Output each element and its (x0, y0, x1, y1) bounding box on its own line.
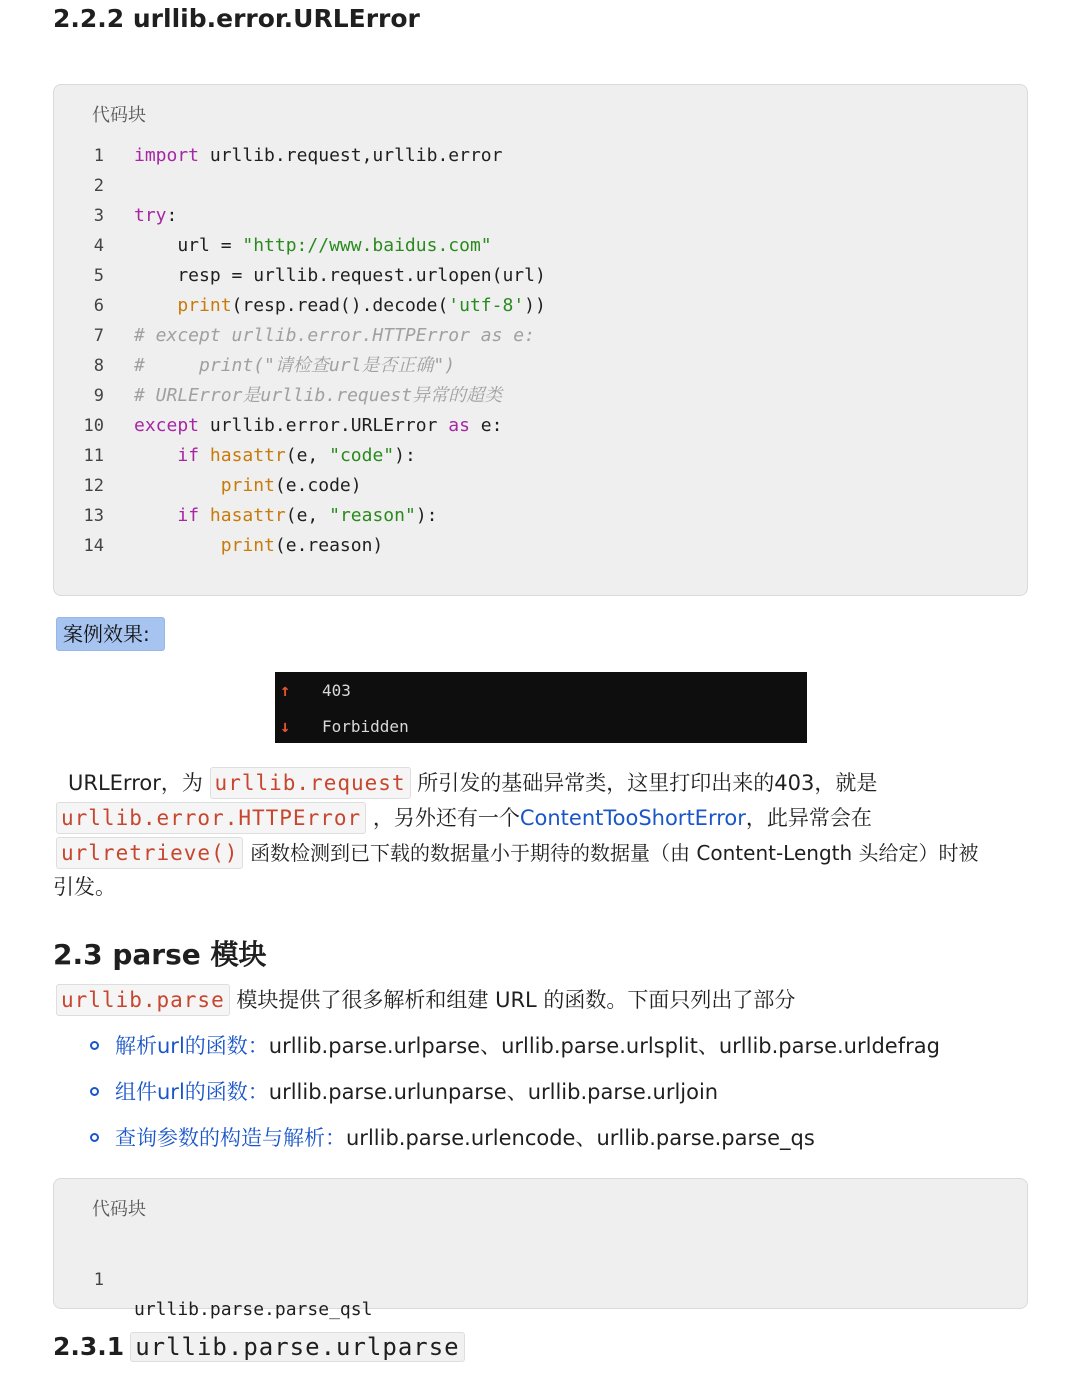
code-line (54, 1235, 1027, 1320)
line-content (134, 201, 177, 231)
code-line (54, 171, 1027, 201)
code-line (54, 381, 1027, 411)
section-heading-2-3-1 (53, 1332, 465, 1362)
explain-line-4: 引发。 (53, 875, 116, 899)
line-content (134, 261, 546, 291)
list-item (90, 1123, 815, 1153)
heading-code: urllib.parse.urlparse (130, 1332, 464, 1362)
code-token: "http://www.baidus.com" (242, 235, 492, 256)
terminal-output (275, 672, 807, 743)
code-token (199, 445, 210, 466)
code-token (134, 535, 221, 556)
code-line (54, 201, 1027, 231)
line-number: 12 (83, 476, 104, 496)
code-line (54, 291, 1027, 321)
list-item-value: urllib.parse.urlparse、urllib.parse.urlsplit、urllib.parse.urldefrag (268, 1034, 940, 1058)
line-content (134, 411, 502, 441)
code-token (134, 295, 177, 316)
inline-code: urllib.parse (56, 984, 230, 1016)
code-token: except (134, 415, 200, 436)
code-token: (resp.read().decode( (231, 295, 449, 316)
bullet-icon (90, 1041, 99, 1050)
line-number: 7 (93, 326, 104, 346)
parse-intro (56, 984, 795, 1016)
code-token: if (177, 505, 200, 526)
code-token: as (448, 415, 470, 436)
explain-text: URLError，为 (68, 771, 203, 795)
code-token: 'utf-8' (448, 295, 525, 316)
explain-text: ，另外还有一个 (372, 806, 520, 830)
list-item-label[interactable]: 组件url的函数： (115, 1080, 269, 1104)
code-line (54, 501, 1027, 531)
line-content (134, 501, 438, 531)
line-content: urllib.parse.parse_qsl (134, 1299, 373, 1320)
code-token: resp = urllib.request.urlopen(url) (134, 265, 546, 286)
section-heading-2-3: 2.3 parse 模块 (53, 938, 267, 971)
code-token: # except urllib.error.HTTPError as e: (134, 325, 535, 346)
code-token: "code" (329, 445, 395, 466)
code-token: (e.reason) (274, 535, 384, 556)
line-number: 13 (83, 506, 104, 526)
code-token: (e, (285, 505, 330, 526)
code-token: (e, (285, 445, 330, 466)
code-line (54, 441, 1027, 471)
code-line (54, 471, 1027, 501)
list-item-label[interactable]: 解析url的函数： (115, 1034, 269, 1058)
heading-number: 2.3.1 (53, 1332, 125, 1361)
code-token: print (220, 475, 275, 496)
line-number: 2 (93, 176, 104, 196)
code-token: ): (415, 505, 438, 526)
code-token: hasattr (209, 505, 286, 526)
list-item (90, 1031, 940, 1061)
code-token: # print("请检查url是否正确") (134, 355, 456, 376)
code-token (134, 475, 221, 496)
arrow-down-icon: ↓ (280, 717, 291, 737)
line-number: 8 (93, 356, 104, 376)
inline-code: urllib.request (210, 767, 411, 799)
line-content (134, 381, 502, 411)
code-token: urllib.request,urllib.error (199, 145, 503, 166)
line-number: 10 (83, 416, 104, 436)
code-block (53, 84, 1028, 596)
line-content (134, 351, 455, 381)
line-content (134, 231, 492, 261)
line-content (134, 291, 546, 321)
code-token: )) (524, 295, 546, 316)
inline-code: urllib.error.HTTPError (56, 802, 366, 834)
code-line (54, 231, 1027, 261)
code-line (54, 261, 1027, 291)
line-content (134, 321, 535, 351)
line-number: 11 (83, 446, 104, 466)
code-token: urllib.error.URLError (199, 415, 449, 436)
code-token: (e.code) (274, 475, 362, 496)
code-token: e: (469, 415, 503, 436)
code-token: print (220, 535, 275, 556)
code-token (134, 505, 177, 526)
code-block-title: 代码块 (92, 1199, 146, 1220)
line-number: 5 (93, 266, 104, 286)
line-content (134, 441, 416, 471)
arrow-up-icon: ↑ (280, 681, 291, 701)
inline-code: urlretrieve() (56, 837, 243, 869)
line-number: 9 (93, 386, 104, 406)
parse-intro-text: 模块提供了很多解析和组建 URL 的函数。下面只列出了部分 (236, 988, 796, 1012)
code-token: "reason" (329, 505, 416, 526)
line-number: 1 (93, 146, 104, 166)
line-content (134, 471, 362, 501)
explain-text: 所引发的基础异常类，这里打印出来的403，就是 (417, 771, 878, 795)
code-token: ): (394, 445, 416, 466)
line-number: 4 (93, 236, 104, 256)
code-line (54, 321, 1027, 351)
result-label: 案例效果: (56, 617, 165, 651)
code-line (54, 531, 1027, 561)
line-number: 3 (93, 206, 104, 226)
line-number: 1 (93, 1270, 104, 1290)
code-token: try (134, 205, 167, 226)
code-block-title: 代码块 (92, 105, 146, 126)
list-item-label[interactable]: 查询参数的构造与解析： (115, 1126, 346, 1150)
code-token: # URLError是urllib.request异常的超类 (134, 385, 503, 406)
line-content (134, 531, 383, 561)
code-token (134, 445, 177, 466)
code-line (54, 411, 1027, 441)
terminal-line-1: 403 (322, 681, 351, 700)
list-item-value: urllib.parse.urlunparse、urllib.parse.urljoin (268, 1080, 719, 1104)
code-block (53, 1178, 1028, 1320)
content-too-short-error-link[interactable]: ContentTooShortError (519, 806, 746, 830)
explain-text: 函数检测到已下载的数据量小于期待的数据量（由 Content-Length 头给定）时被 (250, 841, 979, 865)
line-number: 14 (83, 536, 104, 556)
code-token: import (134, 145, 200, 166)
list-item (90, 1077, 718, 1107)
bullet-icon (90, 1133, 99, 1142)
code-token: : (166, 205, 178, 226)
explain-line-2 (56, 802, 872, 834)
code-line (54, 141, 1027, 171)
code-token: if (177, 445, 200, 466)
code-token: print (177, 295, 232, 316)
terminal-line-2: Forbidden (322, 717, 409, 736)
code-token (199, 505, 210, 526)
line-number: 6 (93, 296, 104, 316)
section-heading-2-2-2: 2.2.2 urllib.error.URLError (53, 4, 420, 33)
line-content (134, 141, 502, 171)
code-token: url = (134, 235, 243, 256)
explain-text: ，此异常会在 (745, 806, 872, 830)
explain-line-3 (56, 837, 979, 869)
list-item-value: urllib.parse.urlencode、urllib.parse.parse_qs (346, 1126, 815, 1150)
explain-line-1 (68, 767, 877, 799)
code-token: hasattr (209, 445, 286, 466)
code-line (54, 351, 1027, 381)
bullet-icon (90, 1087, 99, 1096)
